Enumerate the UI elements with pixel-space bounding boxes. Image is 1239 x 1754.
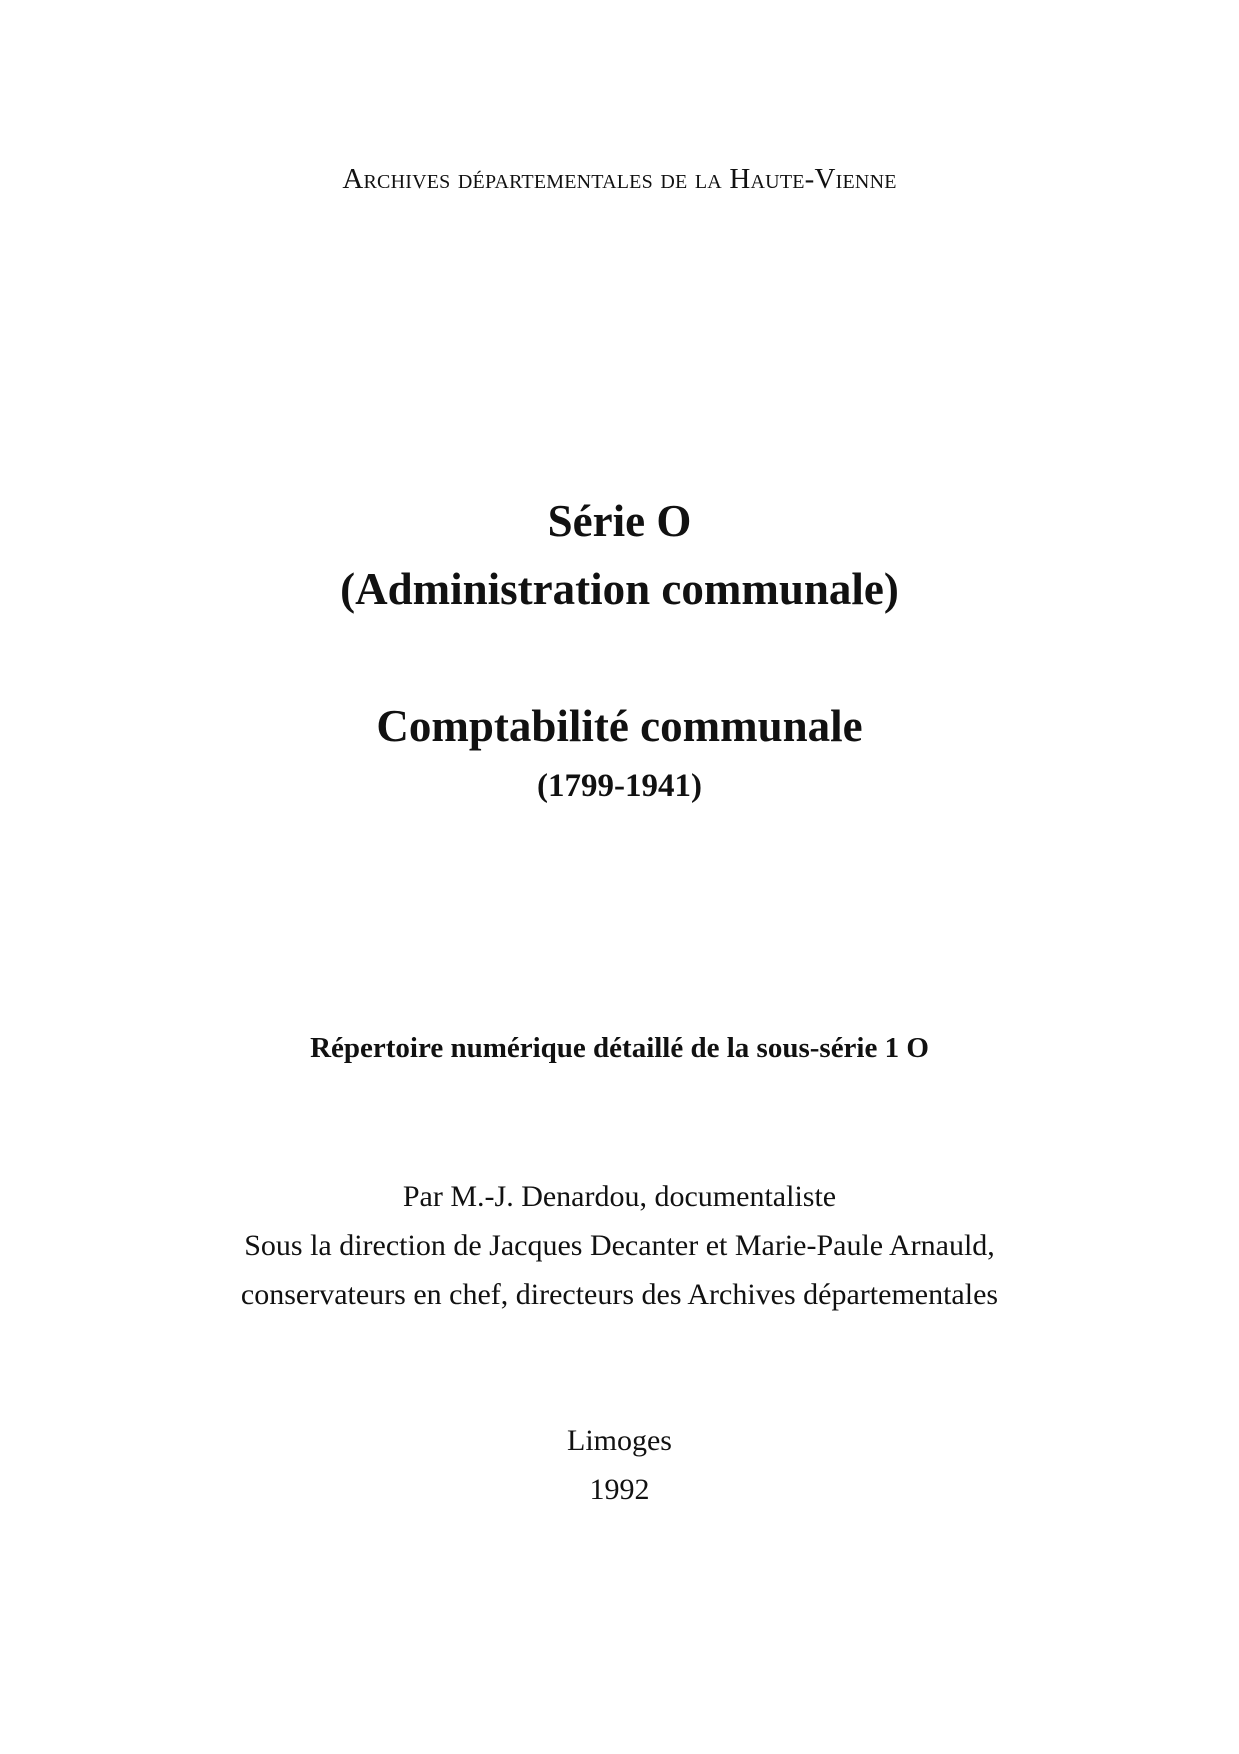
imprint-year: 1992 (589, 1473, 650, 1506)
series-title: Série O (547, 496, 692, 546)
direction-line: Sous la direction de Jacques Decanter et Marie-Paule Arnauld, (244, 1229, 995, 1262)
directors-line: conservateurs en chef, directeurs des Archives départementales (240, 1278, 999, 1311)
series-subtitle: (Administration communale) (340, 564, 899, 614)
imprint-place: Limoges (567, 1424, 672, 1457)
repertoire-title: Répertoire numérique détaillé de la sous-série 1 O (310, 1032, 929, 1064)
date-range: (1799-1941) (537, 768, 702, 804)
author-line: Par M.-J. Denardou, documentaliste (402, 1180, 837, 1213)
main-title: Comptabilité communale (376, 701, 863, 751)
institution-header: Archives départementales de la Haute-Vienne (342, 163, 897, 195)
